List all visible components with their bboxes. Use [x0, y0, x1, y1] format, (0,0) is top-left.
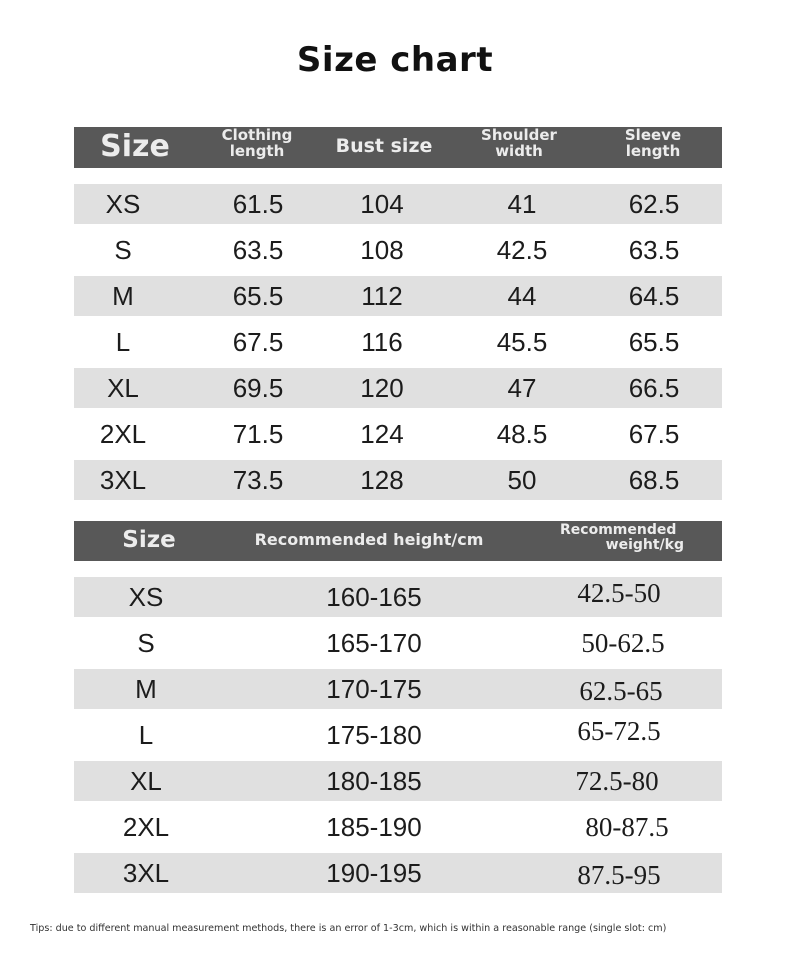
table-row — [74, 853, 722, 893]
header-shoulder-width: Shoulder width — [481, 126, 557, 160]
cell-clothing-length: 67.5 — [232, 327, 284, 357]
cell-clothing-length: 69.5 — [232, 373, 284, 403]
cell-height: 165-170 — [326, 628, 422, 658]
cell-size: S — [137, 628, 155, 658]
cell-clothing-length: 61.5 — [232, 189, 284, 219]
cell-shoulder: 48.5 — [496, 419, 548, 449]
cell-height: 190-195 — [326, 858, 422, 888]
cell-size: M — [112, 281, 134, 311]
cell-height: 180-185 — [326, 766, 422, 796]
table-row — [74, 368, 722, 408]
cell-sleeve: 62.5 — [628, 189, 680, 219]
cell-shoulder: 44 — [507, 281, 537, 311]
table-row — [74, 761, 722, 801]
tips-note: Tips: due to different manual measurement methods, there is an error of 1-3cm, which is within a reasonable range (single slot: cm) — [30, 923, 667, 934]
table-row — [74, 623, 722, 663]
cell-size: XS — [128, 582, 164, 612]
cell-weight: 72.5-80 — [575, 766, 659, 796]
cell-weight: 42.5-50 — [577, 578, 661, 608]
table-row — [74, 669, 722, 709]
table-row — [74, 276, 722, 316]
table-row — [74, 230, 722, 270]
cell-bust: 124 — [360, 419, 404, 449]
cell-clothing-length: 63.5 — [232, 235, 284, 265]
cell-weight: 50-62.5 — [581, 628, 665, 658]
cell-shoulder: 47 — [507, 373, 537, 403]
cell-height: 170-175 — [326, 674, 422, 704]
header-sleeve-length: Sleeve length — [624, 126, 682, 160]
cell-sleeve: 66.5 — [628, 373, 680, 403]
table-row — [74, 184, 722, 224]
cell-size: L — [115, 327, 131, 357]
header-size: Size — [100, 129, 170, 164]
cell-height: 160-165 — [326, 582, 422, 612]
page-title: Size chart — [296, 40, 494, 80]
table-row — [74, 322, 722, 362]
header-clothing-length: Clothing length — [221, 126, 293, 160]
cell-size: L — [138, 720, 154, 750]
cell-bust: 108 — [360, 235, 404, 265]
cell-size: 2XL — [122, 812, 170, 842]
cell-bust: 128 — [360, 465, 404, 495]
table-row — [74, 715, 722, 755]
cell-sleeve: 64.5 — [628, 281, 680, 311]
measurement-table-header — [74, 127, 722, 168]
cell-bust: 104 — [360, 189, 404, 219]
cell-bust: 120 — [360, 373, 404, 403]
cell-shoulder: 41 — [507, 189, 537, 219]
cell-size: XL — [107, 373, 139, 403]
cell-height: 175-180 — [326, 720, 422, 750]
cell-clothing-length: 73.5 — [232, 465, 284, 495]
cell-sleeve: 63.5 — [628, 235, 680, 265]
cell-sleeve: 68.5 — [628, 465, 680, 495]
table-row — [74, 460, 722, 500]
cell-bust: 116 — [361, 327, 403, 357]
header-recommended-height: Recommended height/cm — [254, 530, 484, 549]
cell-size: 3XL — [122, 858, 170, 888]
cell-bust: 112 — [361, 281, 403, 311]
cell-shoulder: 45.5 — [496, 327, 548, 357]
cell-shoulder: 42.5 — [496, 235, 548, 265]
table-row — [74, 414, 722, 454]
table-row — [74, 577, 722, 617]
cell-sleeve: 65.5 — [628, 327, 680, 357]
header-recommended-weight: Recommended weight/kg — [560, 522, 684, 553]
cell-weight: 62.5-65 — [579, 676, 663, 706]
table-row — [74, 807, 722, 847]
cell-shoulder: 50 — [507, 465, 537, 495]
cell-sleeve: 67.5 — [628, 419, 680, 449]
recommendation-table-header — [74, 521, 722, 561]
cell-size: XS — [105, 189, 141, 219]
cell-size: S — [114, 235, 132, 265]
cell-weight: 87.5-95 — [577, 860, 661, 890]
cell-size: XL — [130, 766, 162, 796]
cell-weight: 65-72.5 — [577, 716, 661, 746]
cell-size: 2XL — [99, 419, 147, 449]
cell-size: 3XL — [99, 465, 147, 495]
cell-weight: 80-87.5 — [585, 812, 669, 842]
header-bust-size: Bust size — [335, 135, 433, 157]
cell-clothing-length: 65.5 — [232, 281, 284, 311]
cell-clothing-length: 71.5 — [232, 419, 284, 449]
cell-height: 185-190 — [326, 812, 422, 842]
header-size: Size — [122, 527, 176, 553]
cell-size: M — [135, 674, 157, 704]
